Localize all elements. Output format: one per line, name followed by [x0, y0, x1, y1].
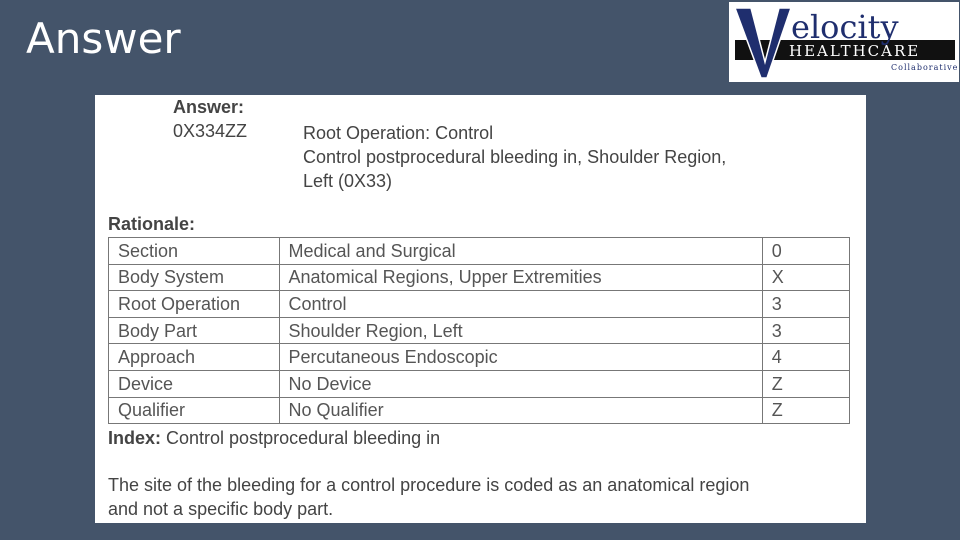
logo-graphic — [729, 2, 959, 82]
rationale-label: Rationale: — [108, 214, 196, 234]
answer-line: Control postprocedural bleeding in, Shoulder Region, — [303, 147, 727, 167]
answer-card — [95, 95, 866, 523]
table-row — [109, 344, 850, 371]
row-value: Anatomical Regions, Upper Extremities — [279, 264, 762, 291]
row-code: 3 — [762, 291, 849, 318]
logo-word: elocity — [791, 8, 899, 46]
logo-healthcare: HEALTHCARE — [789, 42, 921, 60]
velocity-healthcare-logo — [729, 2, 959, 82]
index-text: Control postprocedural bleeding in — [161, 428, 441, 448]
rationale-note — [108, 473, 848, 521]
row-field: Device — [109, 370, 280, 397]
row-value: Medical and Surgical — [279, 238, 762, 265]
slide-title: Answer — [26, 14, 181, 63]
row-value: Control — [279, 291, 762, 318]
row-field: Approach — [109, 344, 280, 371]
row-field: Qualifier — [109, 397, 280, 424]
table-row — [109, 317, 850, 344]
row-field: Body System — [109, 264, 280, 291]
answer-label: Answer: — [173, 97, 245, 117]
row-code: 0 — [762, 238, 849, 265]
row-value: No Device — [279, 370, 762, 397]
row-value: No Qualifier — [279, 397, 762, 424]
table-row — [109, 397, 850, 424]
row-code: Z — [762, 397, 849, 424]
row-code: Z — [762, 370, 849, 397]
row-field: Section — [109, 238, 280, 265]
index-label: Index: — [108, 428, 162, 448]
row-code: X — [762, 264, 849, 291]
row-code: 3 — [762, 317, 849, 344]
note-line: and not a specific body part. — [108, 499, 334, 519]
row-field: Body Part — [109, 317, 280, 344]
index-line — [108, 428, 440, 449]
answer-code: 0X334ZZ — [173, 121, 248, 141]
row-value: Shoulder Region, Left — [279, 317, 762, 344]
table-row — [109, 370, 850, 397]
rationale-table — [108, 237, 850, 424]
answer-line: Left (0X33) — [303, 171, 393, 191]
answer-description — [303, 121, 803, 193]
table-row — [109, 291, 850, 318]
row-code: 4 — [762, 344, 849, 371]
answer-line: Root Operation: Control — [303, 123, 494, 143]
table-row — [109, 264, 850, 291]
logo-collaborative: Collaborative — [891, 63, 959, 72]
table-row — [109, 238, 850, 265]
row-value: Percutaneous Endoscopic — [279, 344, 762, 371]
row-field: Root Operation — [109, 291, 280, 318]
note-line: The site of the bleeding for a control procedure is coded as an anatomical region — [108, 475, 750, 495]
